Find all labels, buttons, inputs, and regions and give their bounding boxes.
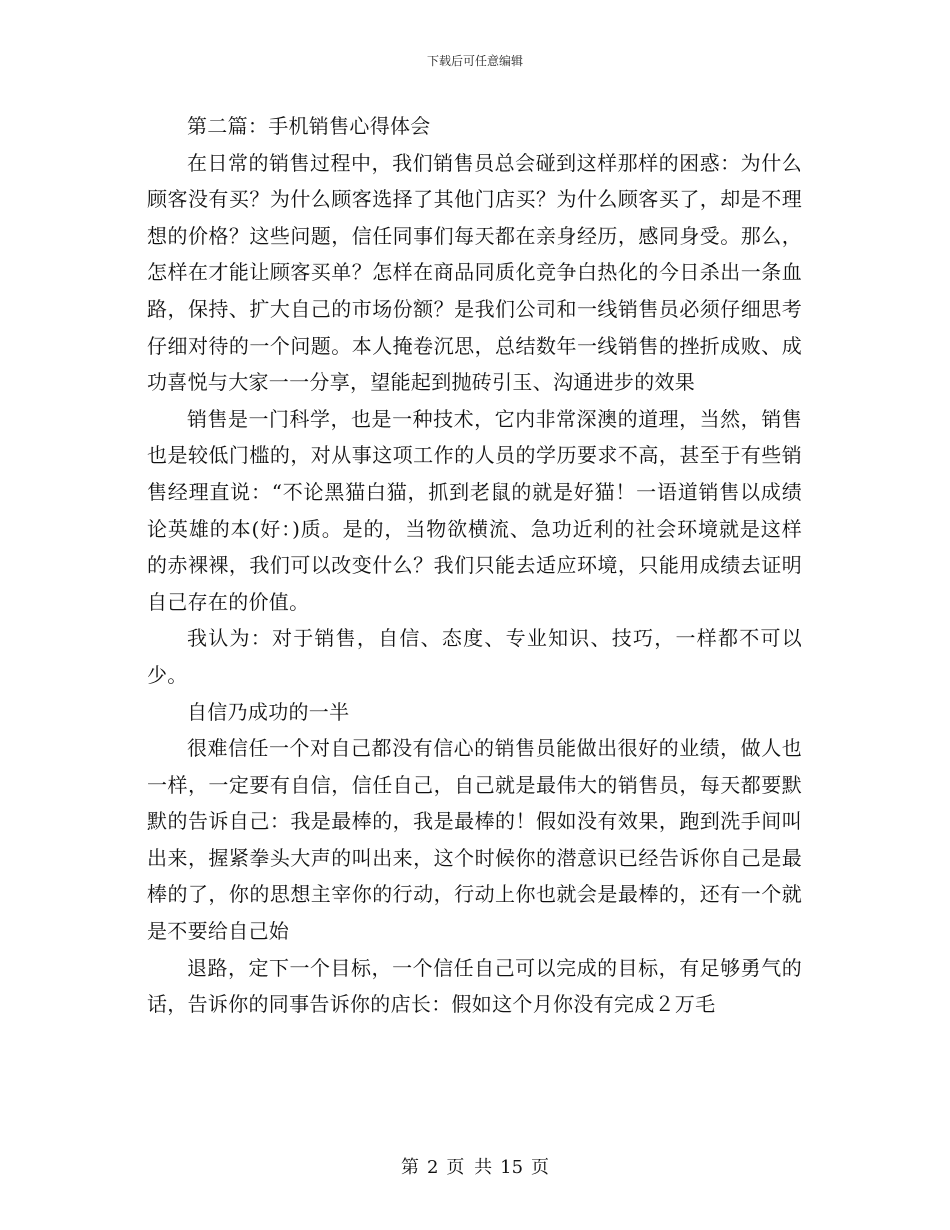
footer-middle: 页 共 bbox=[446, 1157, 493, 1178]
paragraph-goal: 退路，定下一个目标，一个信任自己可以完成的目标，有足够勇气的话，告诉你的同事告诉你的店长：假如这个月你没有完成２万毛 bbox=[147, 955, 802, 1017]
page-header: 下载后可任意编辑 bbox=[426, 54, 523, 68]
footer-prefix: 第 bbox=[400, 1157, 419, 1178]
paragraph-confidence: 很难信任一个对自己都没有信心的销售员能做出很好的业绩，做人也一样，一定要有自信，信任自己，自己就是最伟大的销售员，每天都要默默的告诉自己：我是最棒的，我是最棒的！假如没有效果，跑到洗手间叫出来，握紧拳头大声的叫出来，这个时候你的潜意识已经告诉你自己是最棒的了，你的思想主宰你的行动，行动上你也就会是最棒的，还有一个就是不要给自己始 bbox=[147, 736, 802, 944]
paragraph-sales-science: 销售是一门科学，也是一种技术，它内非常深澳的道理，当然，销售也是较低门槛的，对从事这项工作的人员的学历要求不高，甚至于有些销售经理直说：“不论黑猫白猫，抓到老鼠的就是好猫！一语道销售以成绩论英雄的本(好：)质。是的，当物欲横流、急功近利的社会环境就是这样的赤裸裸，我们可以改变什么？我们只能去适应环境，只能用成绩去证明自己存在的价值。 bbox=[147, 406, 802, 614]
document-body bbox=[147, 108, 802, 1023]
page-footer bbox=[0, 1153, 950, 1179]
section-title: 第二篇：手机销售心得体会 bbox=[187, 114, 431, 138]
footer-suffix: 页 bbox=[531, 1157, 550, 1178]
footer-total-pages: 15 bbox=[500, 1157, 524, 1178]
subheading-confidence: 自信乃成功的一半 bbox=[187, 699, 350, 724]
paragraph-intro: 在日常的销售过程中，我们销售员总会碰到这样那样的困惑：为什么顾客没有买？为什么顾客选择了其他门店买？为什么顾客买了，却是不理想的价格？这些问题，信任同事们每天都在亲身经历，感同身受。那么，怎样在才能让顾客买单？怎样在商品同质化竞争白热化的今日杀出一条血路，保持、扩大自己的市场份额？是我们公司和一线销售员必须仔细思考仔细对待的一个问题。本人掩卷沉思，总结数年一线销售的挫折成败、成功喜悦与大家一一分享，望能起到抛砖引玉、沟通进步的效果 bbox=[147, 150, 802, 395]
paragraph-opinion: 我认为：对于销售，自信、态度、专业知识、技巧，一样都不可以少。 bbox=[147, 626, 802, 687]
footer-page-number: 2 bbox=[426, 1157, 439, 1178]
